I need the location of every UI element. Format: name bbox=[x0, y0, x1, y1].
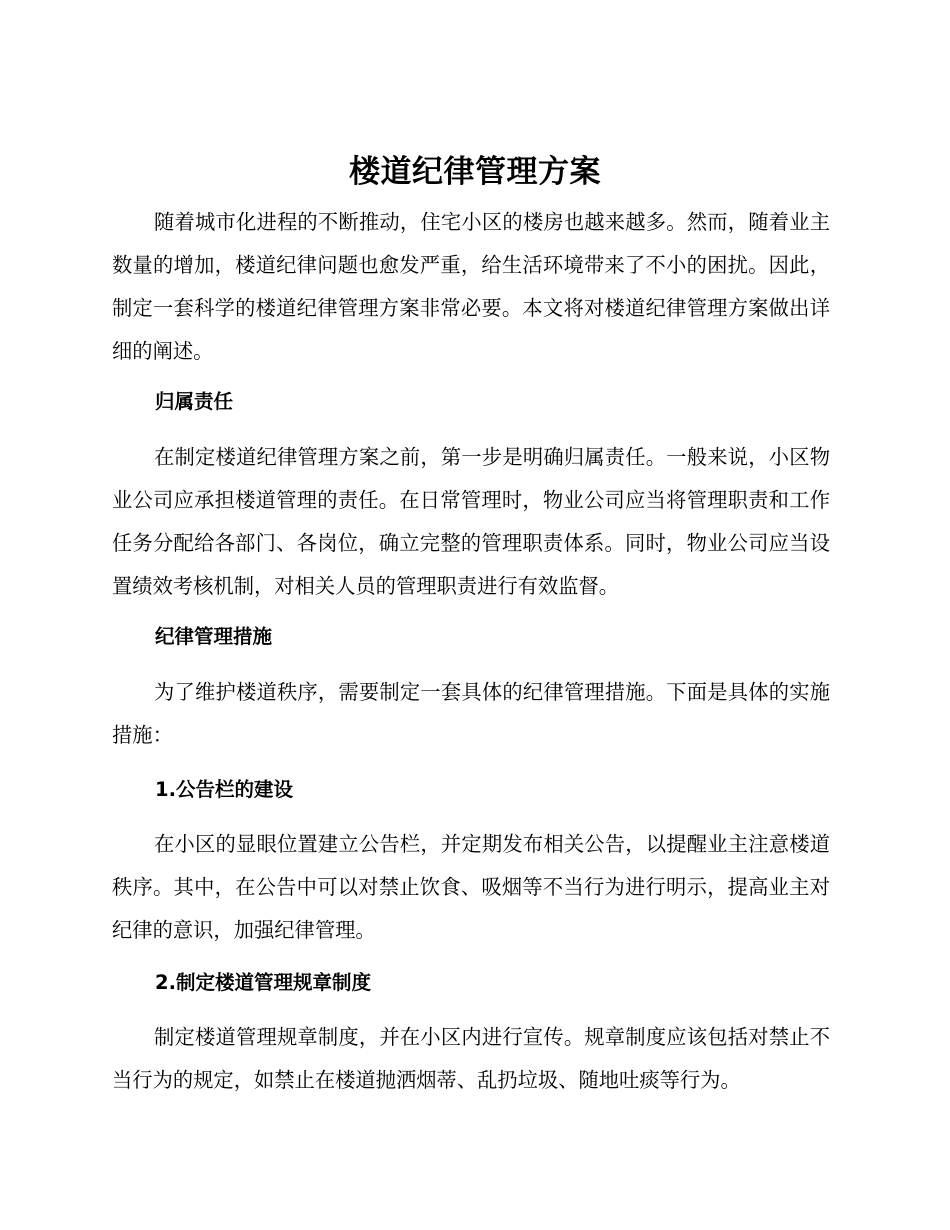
section-heading-bulletin-board: 1.公告栏的建设 bbox=[155, 778, 293, 801]
section-body-measures: 为了维护楼道秩序，需要制定一套具体的纪律管理措施。下面是具体的实施措施： bbox=[112, 680, 830, 747]
section-heading-responsibility: 归属责任 bbox=[155, 390, 234, 413]
section-heading-regulations: 2.制定楼道管理规章制度 bbox=[155, 971, 371, 994]
section-body-regulations: 制定楼道管理规章制度，并在小区内进行宣传。规章制度应该包括对禁止不当行为的规定，如禁止在楼道抛洒烟蒂、乱扔垃圾、随地吐痰等行为。 bbox=[112, 1025, 830, 1092]
document-title: 楼道纪律管理方案 bbox=[349, 154, 601, 190]
intro-paragraph: 随着城市化进程的不断推动，住宅小区的楼房也越来越多。然而，随着业主数量的增加，楼道纪律问题也愈发严重，给生活环境带来了不小的困扰。因此，制定一套科学的楼道纪律管理方案非常必要。本文将对楼道纪律管理方案做出详细的阐述。 bbox=[112, 210, 830, 363]
section-heading-measures: 纪律管理措施 bbox=[155, 625, 273, 648]
section-body-bulletin-board: 在小区的显眼位置建立公告栏，并定期发布相关公告，以提醒业主注意楼道秩序。其中，在公告中可以对禁止饮食、吸烟等不当行为进行明示，提高业主对纪律的意识，加强纪律管理。 bbox=[112, 832, 830, 942]
section-body-responsibility: 在制定楼道纪律管理方案之前，第一步是明确归属责任。一般来说，小区物业公司应承担楼道管理的责任。在日常管理时，物业公司应当将管理职责和工作任务分配给各部门、各岗位，确立完整的管理职责体系。同时，物业公司应当设置绩效考核机制，对相关人员的管理职责进行有效监督。 bbox=[112, 445, 830, 598]
